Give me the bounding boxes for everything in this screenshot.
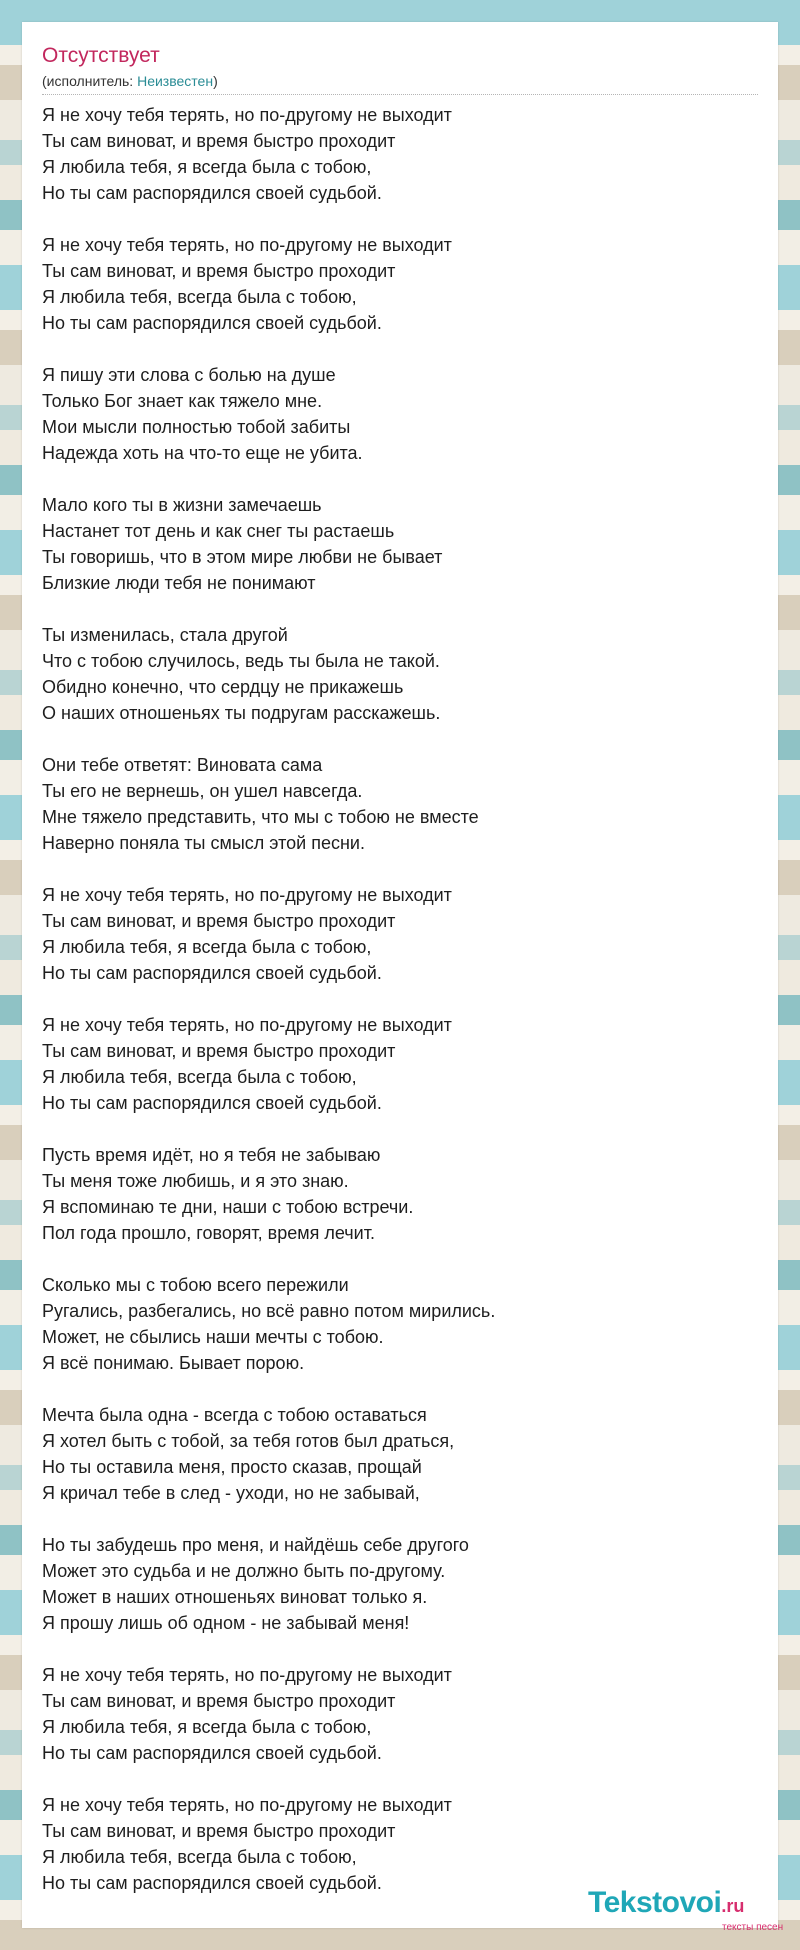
lyric-line: Я вспоминаю те дни, наши с тобою встречи.: [42, 1197, 414, 1217]
lyric-line: Но ты сам распорядился своей судьбой.: [42, 963, 382, 983]
stanza: [42, 1272, 758, 1376]
lyric-line: Ты сам виноват, и время быстро проходит: [42, 911, 396, 931]
artist-suffix: ): [213, 73, 218, 89]
lyric-line: Но ты сам распорядился своей судьбой.: [42, 1873, 382, 1893]
lyric-line: Мне тяжело представить, что мы с тобою не вместе: [42, 807, 479, 827]
stanza: [42, 1792, 758, 1896]
lyrics-card: [22, 22, 784, 1933]
lyric-line: Я любила тебя, я всегда была с тобою,: [42, 1717, 372, 1737]
lyric-line: Мечта была одна - всегда с тобою оставаться: [42, 1405, 427, 1425]
stanza: [42, 102, 758, 206]
logo-tagline: тексты песен: [722, 1922, 784, 1933]
stanza: [42, 752, 758, 856]
logo-tld: .ru: [721, 1896, 745, 1916]
lyric-line: Ты сам виноват, и время быстро проходит: [42, 131, 396, 151]
lyric-line: Ты говоришь, что в этом мире любви не бывает: [42, 547, 443, 567]
site-logo[interactable]: [588, 1886, 784, 1933]
song-title: Отсутствует: [42, 44, 160, 67]
lyric-line: Они тебе ответят: Виновата сама: [42, 755, 323, 775]
lyric-line: Что с тобою случилось, ведь ты была не такой.: [42, 651, 440, 671]
lyric-line: Ругались, разбегались, но всё равно потом мирились.: [42, 1301, 496, 1321]
lyric-line: Ты сам виноват, и время быстро проходит: [42, 1041, 396, 1061]
lyric-line: Я хотел быть с тобой, за тебя готов был драться,: [42, 1431, 455, 1451]
lyric-line: Только Бог знает как тяжело мне.: [42, 391, 323, 411]
stanza: [42, 362, 758, 466]
lyric-line: Ты сам виноват, и время быстро проходит: [42, 261, 396, 281]
lyric-line: Ты изменилась, стала другой: [42, 625, 288, 645]
lyric-line: Я любила тебя, я всегда была с тобою,: [42, 937, 372, 957]
lyric-line: Мои мысли полностью тобой забиты: [42, 417, 351, 437]
lyric-line: Я любила тебя, всегда была с тобою,: [42, 287, 357, 307]
stanza: [42, 492, 758, 596]
lyric-line: Ты его не вернешь, он ушел навсегда.: [42, 781, 363, 801]
lyric-line: О наших отношеньях ты подругам расскажешь.: [42, 703, 441, 723]
lyric-line: Я любила тебя, всегда была с тобою,: [42, 1067, 357, 1087]
header-divider: [42, 94, 758, 95]
lyric-line: Близкие люди тебя не понимают: [42, 573, 316, 593]
lyric-line: Но ты сам распорядился своей судьбой.: [42, 1093, 382, 1113]
lyric-line: Пол года прошло, говорят, время лечит.: [42, 1223, 375, 1243]
artist-line: [42, 73, 218, 89]
stanza: [42, 622, 758, 726]
stanza: [42, 1662, 758, 1766]
lyric-line: Я любила тебя, я всегда была с тобою,: [42, 157, 372, 177]
lyric-line: Я не хочу тебя терять, но по-другому не выходит: [42, 235, 452, 255]
lyric-line: Но ты оставила меня, просто сказав, прощай: [42, 1457, 422, 1477]
lyric-line: Наверно поняла ты смысл этой песни.: [42, 833, 365, 853]
lyric-line: Но ты сам распорядился своей судьбой.: [42, 1743, 382, 1763]
lyric-line: Но ты забудешь про меня, и найдёшь себе другого: [42, 1535, 469, 1555]
lyric-line: Обидно конечно, что сердцу не прикажешь: [42, 677, 404, 697]
lyric-line: Может это судьба и не должно быть по-другому.: [42, 1561, 446, 1581]
lyric-line: Надежда хоть на что-то еще не убита.: [42, 443, 363, 463]
lyric-line: Настанет тот день и как снег ты растаешь: [42, 521, 395, 541]
lyric-line: Пусть время идёт, но я тебя не забываю: [42, 1145, 381, 1165]
lyric-line: Мало кого ты в жизни замечаешь: [42, 495, 322, 515]
stanza: [42, 1532, 758, 1636]
lyric-line: Но ты сам распорядился своей судьбой.: [42, 183, 382, 203]
lyric-line: Ты меня тоже любишь, и я это знаю.: [42, 1171, 349, 1191]
lyric-line: Но ты сам распорядился своей судьбой.: [42, 313, 382, 333]
lyrics-text: [42, 102, 758, 1922]
logo-name: Tekstovoi: [588, 1886, 722, 1919]
lyric-line: Может в наших отношеньях виноват только я.: [42, 1587, 428, 1607]
lyric-line: Я кричал тебе в след - уходи, но не забывай,: [42, 1483, 420, 1503]
lyric-line: Я не хочу тебя терять, но по-другому не выходит: [42, 1665, 452, 1685]
lyric-line: Ты сам виноват, и время быстро проходит: [42, 1691, 396, 1711]
lyric-line: Я пишу эти слова с болью на душе: [42, 365, 336, 385]
artist-link[interactable]: Неизвестен: [137, 73, 214, 89]
stanza: [42, 232, 758, 336]
lyric-line: Я прошу лишь об одном - не забывай меня!: [42, 1613, 410, 1633]
artist-prefix: (исполнитель:: [42, 73, 138, 89]
lyric-line: Я не хочу тебя терять, но по-другому не выходит: [42, 1015, 452, 1035]
stanza: [42, 1402, 758, 1506]
lyric-line: Я не хочу тебя терять, но по-другому не выходит: [42, 1795, 452, 1815]
lyric-line: Я не хочу тебя терять, но по-другому не выходит: [42, 885, 452, 905]
lyric-line: Я всё понимаю. Бывает порою.: [42, 1353, 305, 1373]
stanza: [42, 882, 758, 986]
lyric-line: Ты сам виноват, и время быстро проходит: [42, 1821, 396, 1841]
stanza: [42, 1142, 758, 1246]
lyric-line: Может, не сбылись наши мечты с тобою.: [42, 1327, 384, 1347]
lyric-line: Сколько мы с тобою всего пережили: [42, 1275, 349, 1295]
lyric-line: Я любила тебя, всегда была с тобою,: [42, 1847, 357, 1867]
stanza: [42, 1012, 758, 1116]
lyric-line: Я не хочу тебя терять, но по-другому не выходит: [42, 105, 452, 125]
